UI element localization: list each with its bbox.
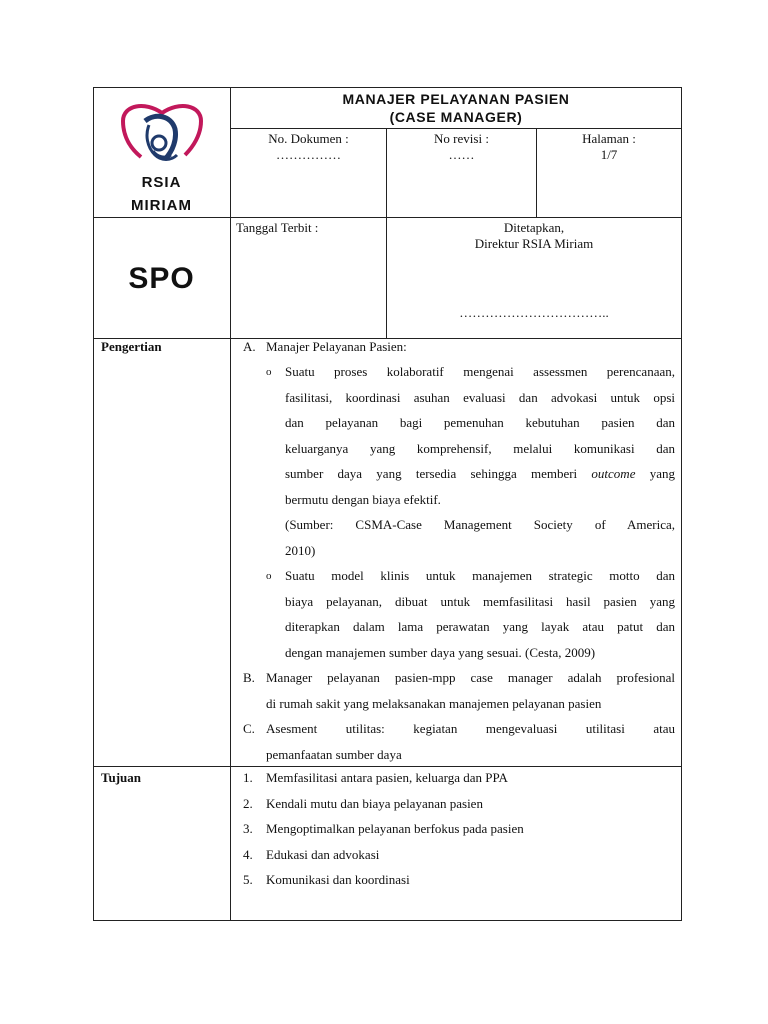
hospital-logo [115, 99, 209, 169]
bullet-icon: o [266, 570, 272, 582]
a1-source-line1: (Sumber: CSMA-Case Management Society of America, [285, 517, 675, 532]
tujuan-item-number: 2. [243, 795, 253, 811]
tujuan-item [243, 867, 675, 893]
ditetapkan-block [387, 220, 681, 252]
tujuan-item-number: 3. [243, 821, 253, 836]
border-top [93, 87, 682, 88]
a1-line5-before: sumber daya yang tersedia sehingga memberi [285, 466, 578, 481]
border-bottom [93, 920, 682, 921]
hospital-name-line1: RSIA [141, 174, 182, 191]
hospital-name [93, 171, 230, 217]
c-line2: pemanfaatan sumber daya [266, 746, 402, 762]
halaman-label: Halaman : [582, 131, 636, 146]
a2-line: biaya pelayanan, dibuat untuk memfasilitasi hasil pasien yang [285, 593, 675, 609]
a1-source-line2: 2010) [285, 542, 316, 558]
section-b-marker: B. [243, 670, 255, 685]
bullet-icon: o [266, 366, 272, 378]
a2-line: diterapkan dalam lama perawatan yang layak atau patut dan [285, 619, 675, 634]
tujuan-item [243, 816, 675, 842]
title-divider [230, 128, 682, 129]
ditetapkan-line1: Ditetapkan, [503, 220, 565, 235]
halaman-value: 1/7 [600, 147, 618, 162]
no-revisi-value: …… [448, 147, 475, 162]
tujuan-item-text: Memfasilitasi antara pasien, keluarga dan PPA [266, 770, 508, 785]
no-dokumen-value: …………… [276, 147, 341, 162]
tujuan-item [243, 842, 675, 868]
mother-child-logo-icon [115, 99, 209, 169]
column-divider [230, 87, 231, 921]
section-b [243, 665, 675, 716]
tujuan-label: Tujuan [101, 770, 141, 785]
halaman-cell [537, 131, 681, 163]
pengertian-label: Pengertian [101, 339, 162, 354]
b-line1: Manager pelayanan pasien-mpp case manager adalah profesional [266, 670, 675, 685]
border-right [681, 87, 682, 921]
no-revisi-cell [387, 131, 536, 163]
a2-last-line: dengan manajemen sumber daya yang sesuai. (Cesta, 2009) [285, 644, 596, 660]
spo-document [93, 87, 682, 921]
tujuan-item-number: 1. [243, 770, 253, 785]
row-divider-1 [93, 217, 682, 218]
section-a-bullet-2 [266, 563, 675, 665]
spo-label: SPO [128, 262, 195, 295]
b-line2: di rumah sakit yang melaksanakan manajemen pelayanan pasien [266, 695, 602, 711]
a1-line-6: bermutu dengan biaya efektif. [285, 491, 441, 507]
section-a-marker: A. [243, 339, 256, 354]
a2-line: Suatu model klinis untuk manajemen strategic motto dan [285, 568, 675, 583]
a1-line: fasilitasi, koordinasi asuhan evaluasi dan advokasi untuk opsi [285, 389, 675, 405]
a1-line-5 [285, 461, 675, 487]
section-c-marker: C. [243, 721, 255, 736]
section-c [243, 716, 675, 767]
title-line1: MANAJER PELAYANAN PASIEN [342, 91, 570, 107]
no-dokumen-label: No. Dokumen : [268, 131, 349, 146]
tanggal-terbit-label: Tanggal Terbit : [236, 220, 319, 235]
no-revisi-label: No revisi : [434, 131, 489, 146]
ditetapkan-line2: Direktur RSIA Miriam [474, 236, 594, 251]
a1-line5-italic: outcome [591, 466, 636, 481]
a1-line: dan pelayanan bagi pemenuhan kebutuhan pasien dan [285, 415, 675, 430]
tujuan-list [243, 765, 675, 893]
section-a-heading-text: Manajer Pelayanan Pasien: [266, 339, 407, 354]
c-line1: Asesment utilitas: kegiatan mengevaluasi utilitasi atau [266, 721, 675, 736]
tujuan-item-number: 4. [243, 846, 253, 862]
tujuan-item-number: 5. [243, 872, 253, 887]
a1-line: keluarganya yang komprehensif, melalui komunikasi dan [285, 440, 675, 456]
no-dokumen-cell [231, 131, 386, 163]
signature-dots: …………………………….. [459, 305, 609, 320]
document-title [231, 90, 681, 126]
tujuan-item-text: Komunikasi dan koordinasi [266, 872, 410, 887]
tujuan-item-text: Edukasi dan advokasi [266, 846, 380, 862]
tujuan-item [243, 765, 675, 791]
section-a-bullet-1 [266, 359, 675, 563]
hospital-name-line2: MIRIAM [131, 197, 192, 214]
a1-line5-after: yang [649, 466, 675, 481]
tujuan-item-text: Kendali mutu dan biaya pelayanan pasien [266, 795, 483, 811]
tujuan-item [243, 791, 675, 817]
a1-line: Suatu proses kolaboratif mengenai assessmen perencanaan, [285, 364, 675, 379]
tujuan-item-text: Mengoptimalkan pelayanan berfokus pada pasien [266, 821, 524, 836]
title-line2: (CASE MANAGER) [389, 109, 523, 125]
